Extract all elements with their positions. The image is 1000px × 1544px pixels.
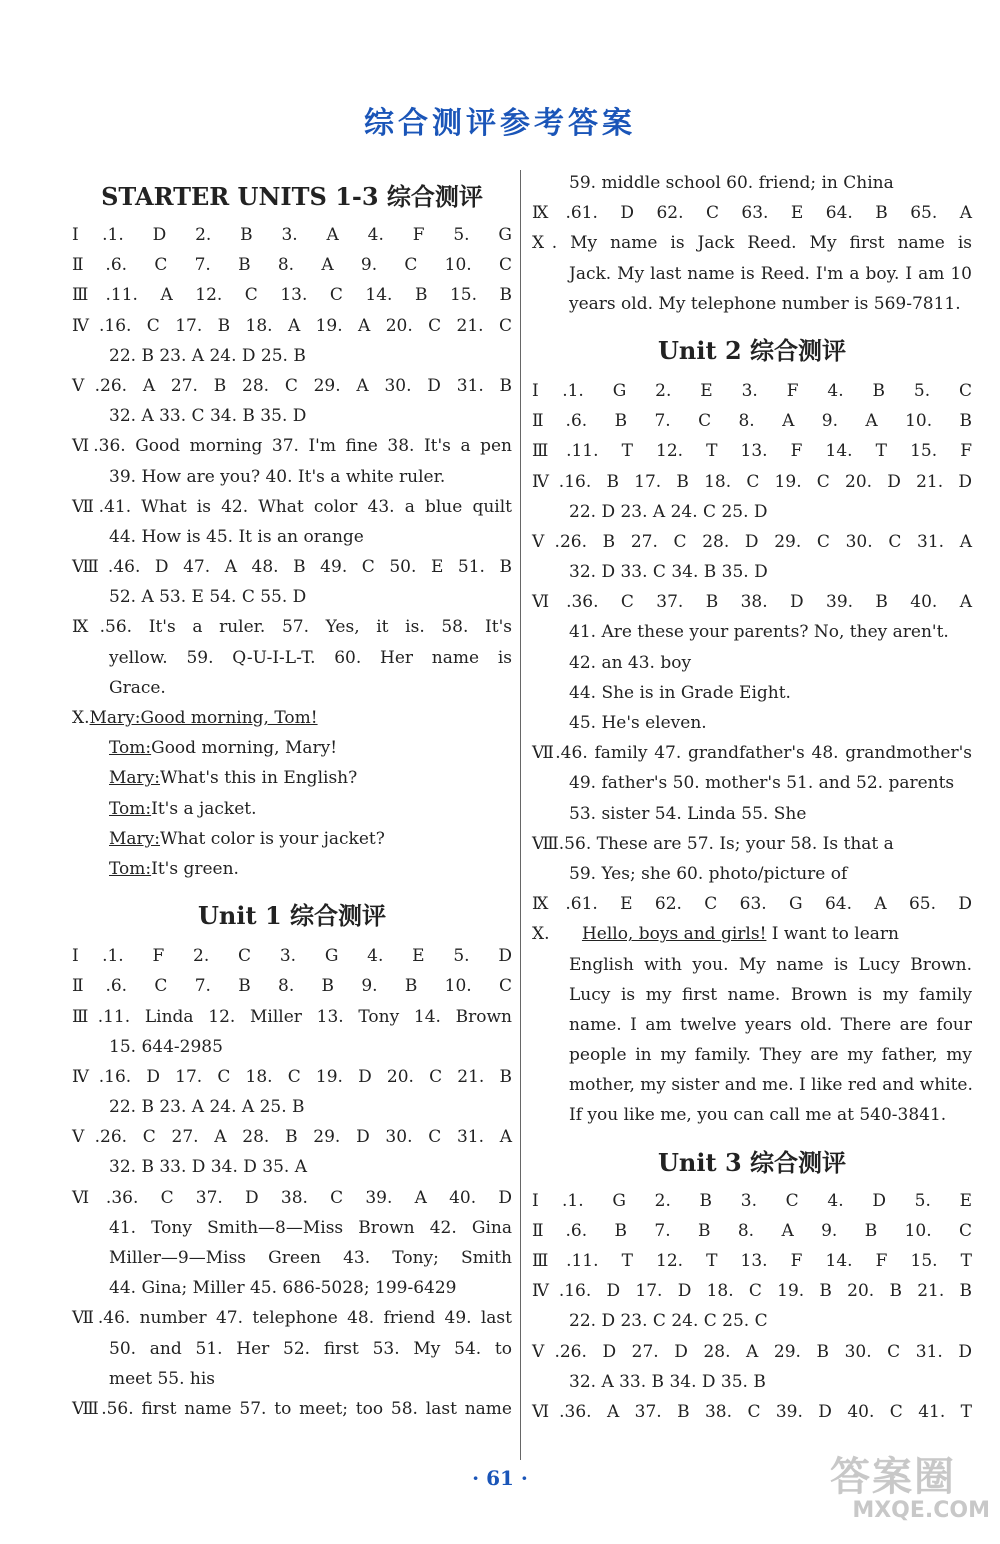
- right-column: [532, 168, 972, 1427]
- dialogue-line: [72, 733, 512, 763]
- answer-line: Ⅵ.36. C 37. D 38. C 39. A 40. D: [72, 1187, 512, 1208]
- passage-line: mother, my sister and me. I like red and white.: [569, 1075, 973, 1096]
- dialogue-line: Ⅹ.Mary:Good morning, Tom!: [72, 708, 318, 728]
- dialogue-text: It's a jacket.: [151, 798, 257, 819]
- answer-line: Ⅷ.56. These are 57. Is; your 58. Is that a: [532, 833, 894, 854]
- watermark-logo: [830, 1456, 990, 1536]
- answer-line: Ⅷ.56. first name 57. to meet; too 58. last name: [72, 1398, 512, 1419]
- answer-line: 53. sister 54. Linda 55. She: [569, 803, 807, 824]
- dialogue-line: [72, 763, 512, 793]
- page-number-value: 61: [486, 1466, 514, 1490]
- answer-line: 32. A 33. C 34. B 35. D: [109, 406, 307, 427]
- answer-line: 42. an 43. boy: [569, 652, 692, 673]
- section-title-unit1: Unit 1 综合测评: [198, 901, 386, 931]
- answer-line: Ⅴ.26. C 27. A 28. B 29. D 30. C 31. A: [72, 1127, 512, 1148]
- answer-line: Ⅵ.36. Good morning 37. I'm fine 38. It's a pen: [72, 436, 512, 457]
- answer-line: 22. B 23. A 24. D 25. B: [109, 345, 306, 366]
- page-title: 综合测评参考答案: [364, 106, 636, 141]
- answer-line: Ⅰ.1. F 2. C 3. G 4. E 5. D: [72, 946, 512, 967]
- dialogue-text: What color is your jacket?: [160, 828, 385, 849]
- passage-text: I want to learn: [766, 924, 899, 945]
- answer-line: Ⅸ.61. D 62. C 63. E 64. B 65. A: [532, 203, 972, 224]
- answer-line: Ⅱ.6. C 7. B 8. B 9. B 10. C: [72, 976, 512, 997]
- answer-line: 15. 644-2985: [109, 1036, 223, 1057]
- answer-line: years old. My telephone number is 569-7811.: [569, 293, 961, 314]
- answer-line: 59. Yes; she 60. photo/picture of: [569, 863, 848, 884]
- passage-line: name. I am twelve years old. There are four: [569, 1014, 972, 1035]
- dialogue-speaker: Mary:: [109, 828, 160, 849]
- answer-line: 52. A 53. E 54. C 55. D: [109, 587, 307, 608]
- answer-line: 44. How is 45. It is an orange: [109, 526, 364, 547]
- dialogue-speaker: Tom:: [109, 798, 152, 819]
- answer-line: Ⅱ.6. B 7. B 8. A 9. B 10. C: [532, 1220, 972, 1241]
- answer-line: Ⅷ.46. D 47. A 48. B 49. C 50. E 51. B: [72, 557, 512, 578]
- dialogue-text: Good morning, Tom!: [140, 708, 318, 728]
- answer-line: 59. middle school 60. friend; in China: [569, 173, 894, 193]
- answer-line: Ⅹ. My name is Jack Reed. My first name is: [532, 233, 972, 254]
- answer-line: 22. D 23. C 24. C 25. C: [569, 1311, 768, 1332]
- section-title-unit2: Unit 2 综合测评: [658, 335, 846, 365]
- answer-line: Ⅲ.11. T 12. T 13. F 14. F 15. T: [532, 1251, 972, 1271]
- dialogue-speaker: Tom:: [109, 738, 152, 759]
- answer-line: Ⅱ.6. C 7. B 8. A 9. C 10. C: [72, 255, 512, 276]
- dialogue-line: [72, 794, 512, 824]
- answer-line: Ⅰ.1. G 2. B 3. C 4. D 5. E: [532, 1190, 972, 1211]
- dialogue-speaker: Tom:: [109, 858, 152, 879]
- answer-line: 49. father's 50. mother's 51. and 52. parents: [569, 773, 955, 794]
- section-title-starter: STARTER UNITS 1-3 综合测评: [101, 182, 483, 211]
- answer-line: 32. D 33. C 34. B 35. D: [569, 562, 768, 583]
- answer-line: Ⅱ.6. B 7. C 8. A 9. A 10. B: [532, 411, 972, 432]
- page-number: · 61 ·: [472, 1466, 528, 1490]
- answer-line: Ⅲ.11. T 12. T 13. F 14. T 15. F: [532, 441, 972, 462]
- passage-line: Lucy is my first name. Brown is my family: [569, 984, 972, 1005]
- watermark-url: MXQE.COM: [852, 1498, 990, 1523]
- answer-line: Grace.: [109, 677, 166, 698]
- answer-line: 45. He's eleven.: [569, 713, 707, 733]
- section-title-unit3: Unit 3 综合测评: [658, 1147, 846, 1177]
- answer-line: Ⅲ.11. Linda 12. Miller 13. Tony 14. Brown: [72, 1006, 512, 1027]
- answer-line: 44. Gina; Miller 45. 686-5028; 199-6429: [109, 1278, 457, 1299]
- answer-line: Ⅰ.1. D 2. B 3. A 4. F 5. G: [72, 225, 512, 245]
- dialogue-speaker: Mary:: [89, 708, 141, 728]
- passage-prefix: Ⅹ.: [532, 924, 582, 945]
- watermark-main: 答案圈: [830, 1454, 956, 1500]
- dialogue-text: It's green.: [151, 858, 239, 879]
- answer-line: 44. She is in Grade Eight.: [569, 682, 791, 703]
- answer-line: 50. and 51. Her 52. first 53. My 54. to: [109, 1338, 512, 1359]
- answer-line: Ⅲ.11. A 12. C 13. C 14. B 15. B: [72, 285, 512, 306]
- answer-line: 39. How are you? 40. It's a white ruler.: [109, 466, 446, 487]
- dialogue-speaker: Mary:: [109, 768, 160, 789]
- passage-line: If you like me, you can call me at 540-3841.: [569, 1105, 947, 1126]
- answer-line: Ⅰ.1. G 2. E 3. F 4. B 5. C: [532, 380, 972, 401]
- answer-line: yellow. 59. Q-U-I-L-T. 60. Her name is: [109, 647, 512, 668]
- answer-line: Ⅶ.46. family 47. grandfather's 48. grandmother's: [532, 743, 972, 764]
- passage-greeting: Hello, boys and girls!: [581, 924, 767, 945]
- answer-line: Ⅴ.26. D 27. D 28. A 29. B 30. C 31. D: [532, 1341, 972, 1362]
- answer-line: Ⅴ.26. A 27. B 28. C 29. A 30. D 31. B: [72, 375, 512, 396]
- answer-line: Jack. My last name is Reed. I'm a boy. I am 10: [569, 263, 972, 284]
- answer-line: Ⅴ.26. B 27. C 28. D 29. C 30. C 31. A: [532, 531, 972, 552]
- answer-line: meet 55. his: [109, 1368, 216, 1389]
- answer-line: 32. B 33. D 34. D 35. A: [109, 1157, 307, 1178]
- answer-line: 22. D 23. A 24. C 25. D: [569, 501, 768, 522]
- left-column: [72, 165, 512, 1424]
- answer-line: 32. A 33. B 34. D 35. B: [569, 1371, 766, 1392]
- dialogue-line: [72, 824, 512, 854]
- dialogue-line: [72, 854, 512, 884]
- passage-line: English with you. My name is Lucy Brown.: [569, 954, 972, 975]
- column-divider: [520, 170, 521, 1460]
- passage-line: people in my family. They are my father, my: [569, 1045, 972, 1066]
- answer-line: 41. Are these your parents? No, they aren't.: [569, 622, 949, 643]
- answer-line: 22. B 23. A 24. A 25. B: [109, 1097, 305, 1118]
- answer-line: Ⅸ.61. E 62. C 63. G 64. A 65. D: [532, 894, 972, 915]
- answer-line: Miller—9—Miss Green 43. Tony; Smith: [109, 1248, 512, 1268]
- passage-line: [532, 919, 972, 949]
- dialogue-text: Good morning, Mary!: [151, 738, 338, 759]
- answer-line: Ⅵ.36. C 37. B 38. D 39. B 40. A: [532, 592, 972, 613]
- answer-line: Ⅳ.16. D 17. D 18. C 19. B 20. B 21. B: [532, 1281, 972, 1302]
- answer-line: Ⅳ.16. D 17. C 18. C 19. D 20. C 21. B: [72, 1066, 512, 1087]
- answer-line: Ⅶ.46. number 47. telephone 48. friend 49. last: [72, 1308, 512, 1329]
- answer-line: Ⅵ.36. A 37. B 38. C 39. D 40. C 41. T: [532, 1401, 972, 1422]
- dialogue-text: What's this in English?: [160, 768, 358, 789]
- answer-line: Ⅶ.41. What is 42. What color 43. a blue quilt: [72, 496, 512, 517]
- answer-line: Ⅳ.16. B 17. B 18. C 19. C 20. D 21. D: [532, 471, 972, 492]
- answer-line: Ⅳ.16. C 17. B 18. A 19. A 20. C 21. C: [72, 315, 512, 336]
- answer-line: Ⅸ.56. It's a ruler. 57. Yes, it is. 58. It's: [72, 617, 512, 638]
- answer-line: 41. Tony Smith—8—Miss Brown 42. Gina: [109, 1217, 512, 1238]
